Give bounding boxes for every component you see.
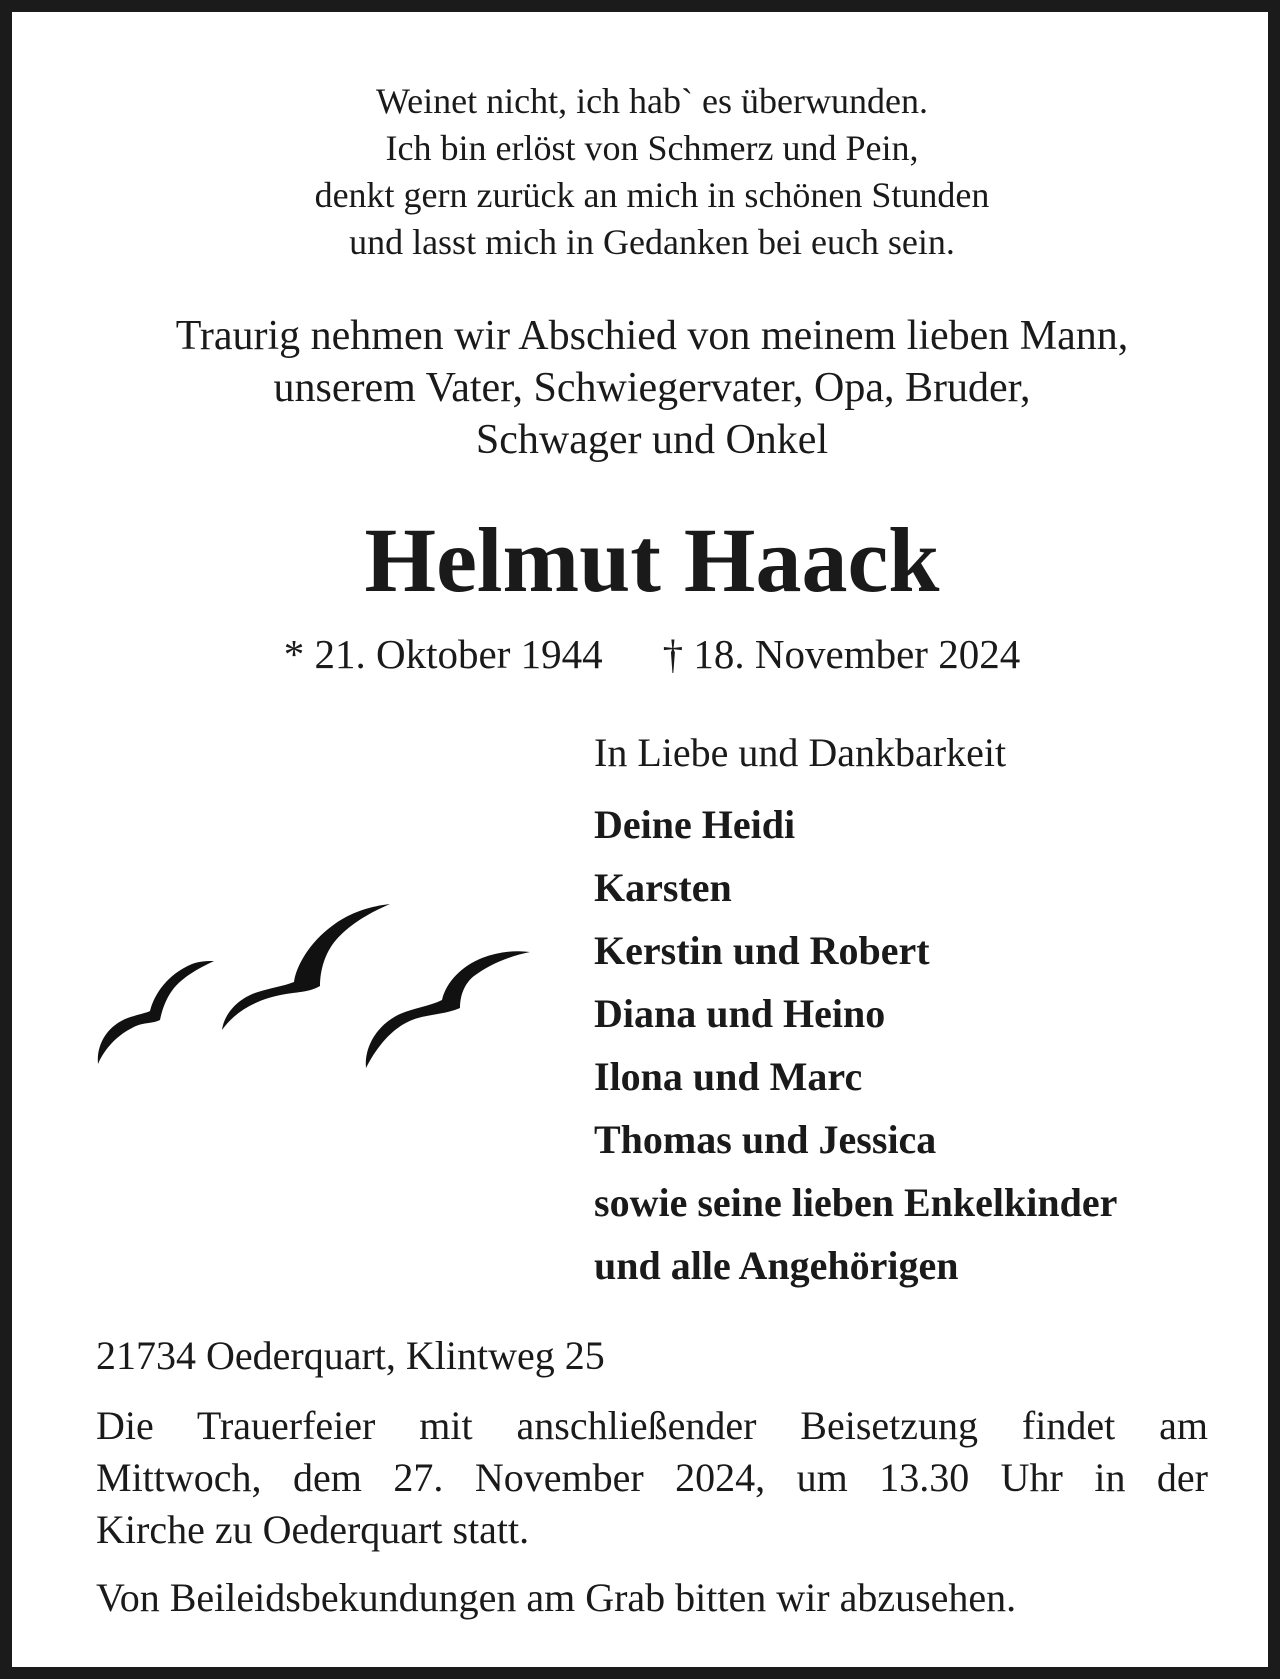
service-announcement (96, 1400, 1208, 1556)
family-member: Thomas und Jessica (594, 1117, 937, 1162)
family-member: Deine Heidi (594, 802, 796, 847)
deceased-name: Helmut Haack (364, 509, 940, 611)
family-member: sowie seine lieben Enkelkinder (594, 1180, 1118, 1225)
verse-line: denkt gern zurück an mich in schönen Stunden (314, 175, 990, 215)
service-line: Kirche zu Oederquart statt. (96, 1507, 530, 1552)
life-dates (12, 629, 1280, 679)
death-date: † 18. November 2024 (662, 631, 1021, 677)
address: 21734 Oederquart, Klintweg 25 (96, 1333, 605, 1378)
verse-line: Ich bin erlöst von Schmerz und Pein, (385, 128, 919, 168)
bird-large-icon (366, 951, 530, 1068)
bird-small-icon (98, 961, 214, 1064)
family-list (594, 793, 1244, 1297)
signature-block (594, 725, 1244, 1297)
intro-line: Traurig nehmen wir Abschied von meinem lieben Mann, (175, 313, 1129, 359)
service-line: Mittwoch, dem 27. November 2024, um 13.30 Uhr in der (96, 1455, 1208, 1500)
service-line: Die Trauerfeier mit anschließender Beisetzung findet am (96, 1403, 1208, 1448)
farewell-intro (12, 310, 1280, 466)
family-member: Karsten (594, 865, 732, 910)
dedication-line: In Liebe und Dankbarkeit (594, 730, 1007, 775)
bird-middle-icon (222, 904, 390, 1030)
closing-note: Von Beileidsbekundungen am Grab bitten wir abzusehen. (96, 1575, 1017, 1620)
verse-line: Weinet nicht, ich hab` es überwunden. (376, 81, 928, 121)
intro-line: Schwager und Onkel (475, 417, 829, 463)
birth-date: * 21. Oktober 1944 (283, 631, 603, 677)
family-member: Ilona und Marc (594, 1054, 863, 1099)
verse-line: und lasst mich in Gedanken bei euch sein. (349, 222, 955, 262)
family-member: Diana und Heino (594, 991, 886, 1036)
poem-verse (12, 78, 1280, 266)
family-member: Kerstin und Robert (594, 928, 930, 973)
flying-birds-icon (96, 882, 546, 1072)
intro-line: unserem Vater, Schwiegervater, Opa, Bruder, (273, 365, 1031, 411)
family-member: und alle Angehörigen (594, 1243, 959, 1288)
